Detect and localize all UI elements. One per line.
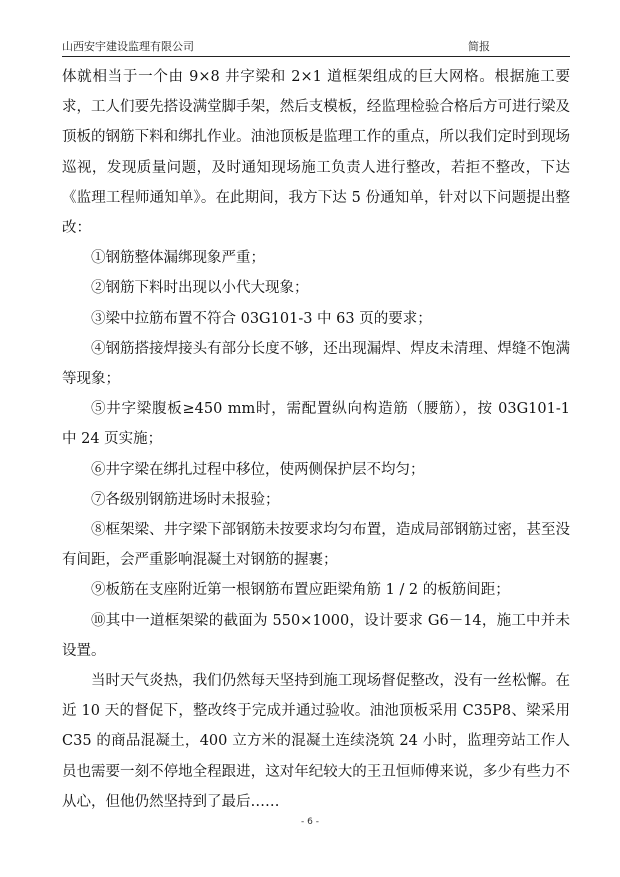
list-item: ⑧框架梁、井字梁下部钢筋未按要求均匀布置，造成局部钢筋过密，甚至没有间距，会严重影响混凝土对钢筋的握裹；	[62, 522, 570, 569]
list-item: ⑦各级别钢筋进场时未报验；	[91, 491, 280, 508]
page-number: - 6 -	[301, 817, 319, 827]
list-item: ④钢筋搭接焊接头有部分长度不够，还出现漏焊、焊皮未清理、焊缝不饱满等现象；	[62, 340, 570, 388]
paragraph-conclusion: 当时天气炎热，我们仍然每天坚持到施工现场督促整改，没有一丝松懈。在近 10 天的督促下，整改终于完成并通过验收。油池顶板采用 C35P8、梁采用 C35 的商品混凝土，400 立方米的混凝土连续浇筑 24 小时，监理旁站工作人员也需要一刻不停地全程跟进，这对年纪较大的王丑恒师傅来说，多少有些力不从心，但他仍然坚持到了最后……	[62, 673, 570, 810]
paragraph-intro: 体就相当于一个由 9×8 井字梁和 2×1 道框架组成的巨大网格。根据施工要求，工人们要先搭设满堂脚手架，然后支模板，经监理检验合格后方可进行梁及顶板的钢筋下料和绑扎作业。油池顶板是监理工作的重点，所以我们定时到现场巡视，发现质量问题，及时通知现场施工负责人进行整改，若拒不整改，下达《监理工程师通知单》。在此期间，我方下达 5 份通知单，针对以下问题提出整改：	[62, 69, 570, 237]
list-item: ⑤井字梁腹板≥450 mm时，需配置纵向构造筋（腰筋），按 03G101-1 中 24 页实施；	[62, 401, 570, 448]
list-item: ③梁中拉筋布置不符合 03G101-3 中 63 页的要求；	[91, 310, 432, 327]
document-body	[62, 62, 570, 817]
list-item: ①钢筋整体漏绑现象严重；	[91, 250, 265, 267]
list-item: ②钢筋下料时出现以小代大现象；	[91, 280, 309, 297]
list-item: ⑥井字梁在绑扎过程中移位，使两侧保护层不均匀；	[91, 461, 425, 478]
list-item: ⑩其中一道框架梁的截面为 550×1000，设计要求 G6－14，施工中并未设置。	[62, 612, 570, 659]
page-header	[62, 40, 570, 57]
header-company-name: 山西安宇建设监理有限公司	[62, 40, 194, 53]
header-document-type: 简报	[468, 40, 490, 53]
list-item: ⑨板筋在支座附近第一根钢筋布置应距梁角筋 1 / 2 的板筋间距；	[91, 582, 510, 599]
